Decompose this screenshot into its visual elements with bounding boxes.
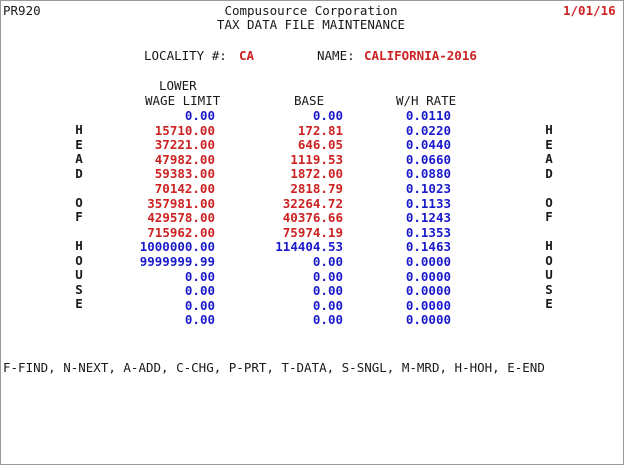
col-header-wh-rate: W/H RATE [396, 93, 457, 108]
side-letter: E [545, 296, 553, 311]
wh-rate-field[interactable]: 0.0000 [405, 283, 451, 299]
side-letter: O [75, 194, 83, 210]
side-letter: D [545, 165, 553, 181]
side-letter: H [75, 122, 83, 137]
locality-field[interactable]: CA [239, 48, 255, 63]
table-row [1, 283, 623, 298]
base-field[interactable]: 646.05 [297, 137, 343, 153]
name-label: NAME: [317, 48, 355, 63]
lower-wage-limit-field[interactable]: 0.00 [184, 268, 215, 284]
locality-label: LOCALITY #: [144, 48, 227, 63]
lower-wage-limit-field[interactable]: 1000000.00 [139, 239, 215, 255]
side-letter: U [75, 267, 83, 282]
table-row [1, 108, 623, 123]
wh-rate-field[interactable]: 0.1023 [405, 181, 451, 196]
side-letter: O [545, 252, 553, 268]
screen-title: TAX DATA FILE MAINTENANCE [216, 17, 406, 32]
table-row [1, 269, 623, 284]
table-row [1, 166, 623, 181]
col-header-lower: LOWER [159, 78, 197, 93]
table-row [1, 225, 623, 240]
table-row [1, 152, 623, 167]
table-row [1, 181, 623, 196]
col-header-base: BASE [294, 93, 325, 108]
lower-wage-limit-field[interactable]: 0.00 [184, 312, 215, 328]
lower-wage-limit-field[interactable]: 0.00 [184, 297, 215, 313]
wh-rate-field[interactable]: 0.1133 [405, 195, 451, 211]
base-field[interactable]: 1872.00 [290, 166, 343, 182]
table-row [1, 196, 623, 211]
lower-wage-limit-field[interactable]: 357981.00 [147, 195, 215, 211]
base-field[interactable]: 2818.79 [290, 181, 343, 196]
side-letter: A [75, 151, 83, 166]
lower-wage-limit-field[interactable]: 0.00 [184, 283, 215, 299]
command-line: F-FIND, N-NEXT, A-ADD, C-CHG, P-PRT, T-DATA, S-SNGL, M-MRD, H-HOH, E-END [3, 360, 545, 375]
wh-rate-field[interactable]: 0.0220 [405, 122, 451, 138]
table-row [1, 254, 623, 269]
side-letter: E [75, 296, 83, 311]
side-letter: H [75, 238, 83, 253]
wh-rate-field[interactable]: 0.1353 [405, 224, 451, 240]
lower-wage-limit-field[interactable]: 715962.00 [147, 224, 215, 240]
wh-rate-field[interactable]: 0.0880 [405, 166, 451, 182]
base-field[interactable]: 172.81 [297, 122, 343, 138]
table-row [1, 123, 623, 138]
side-letter: F [545, 209, 553, 224]
side-letter: S [75, 281, 83, 297]
base-field[interactable]: 0.00 [312, 312, 343, 328]
wh-rate-field[interactable]: 0.0440 [405, 137, 451, 153]
lower-wage-limit-field[interactable]: 429578.00 [147, 210, 215, 226]
wh-rate-field[interactable]: 0.0660 [405, 151, 451, 167]
base-field[interactable]: 0.00 [312, 283, 343, 299]
table-row [1, 298, 623, 313]
wh-rate-field[interactable]: 0.0000 [405, 312, 451, 328]
table-row [1, 239, 623, 254]
lower-wage-limit-field[interactable]: 37221.00 [154, 137, 215, 153]
lower-wage-limit-field[interactable]: 15710.00 [154, 122, 215, 138]
side-letter: D [75, 165, 83, 181]
wh-rate-field[interactable]: 0.0000 [405, 268, 451, 284]
side-letter: E [545, 136, 553, 152]
program-id: PR920 [3, 3, 41, 18]
lower-wage-limit-field[interactable]: 47982.00 [154, 151, 215, 167]
lower-wage-limit-field[interactable]: 9999999.99 [139, 254, 215, 269]
table-row [1, 312, 623, 327]
side-letter: H [545, 238, 553, 253]
current-date: 1/01/16 [563, 3, 616, 18]
side-letter: A [545, 151, 553, 166]
side-letter: F [75, 209, 83, 224]
base-field[interactable]: 0.00 [312, 254, 343, 269]
company-name: Compusource Corporation [224, 3, 398, 18]
side-letter: S [545, 281, 553, 297]
wh-rate-field[interactable]: 0.1463 [405, 239, 451, 255]
side-letter: O [545, 194, 553, 210]
lower-wage-limit-field[interactable]: 59383.00 [154, 166, 215, 182]
wh-rate-field[interactable]: 0.0000 [405, 297, 451, 313]
base-field[interactable]: 0.00 [312, 108, 343, 123]
side-letter: U [545, 267, 553, 282]
lower-wage-limit-field[interactable]: 0.00 [184, 108, 215, 123]
col-header-wage-limit: WAGE LIMIT [145, 93, 221, 108]
base-field[interactable]: 0.00 [312, 297, 343, 313]
wh-rate-field[interactable]: 0.1243 [405, 210, 451, 226]
wh-rate-field[interactable]: 0.0000 [405, 254, 451, 269]
side-letter: O [75, 252, 83, 268]
side-letter: H [545, 122, 553, 137]
base-field[interactable]: 32264.72 [282, 195, 343, 211]
base-field[interactable]: 1119.53 [290, 151, 343, 167]
wh-rate-field[interactable]: 0.0110 [405, 108, 451, 123]
lower-wage-limit-field[interactable]: 70142.00 [154, 181, 215, 196]
base-field[interactable]: 75974.19 [282, 224, 343, 240]
base-field[interactable]: 114404.53 [275, 239, 343, 255]
table-row [1, 210, 623, 225]
base-field[interactable]: 0.00 [312, 268, 343, 284]
side-letter: E [75, 136, 83, 152]
table-row [1, 137, 623, 152]
base-field[interactable]: 40376.66 [282, 210, 343, 226]
name-field[interactable]: CALIFORNIA-2016 [364, 48, 477, 63]
